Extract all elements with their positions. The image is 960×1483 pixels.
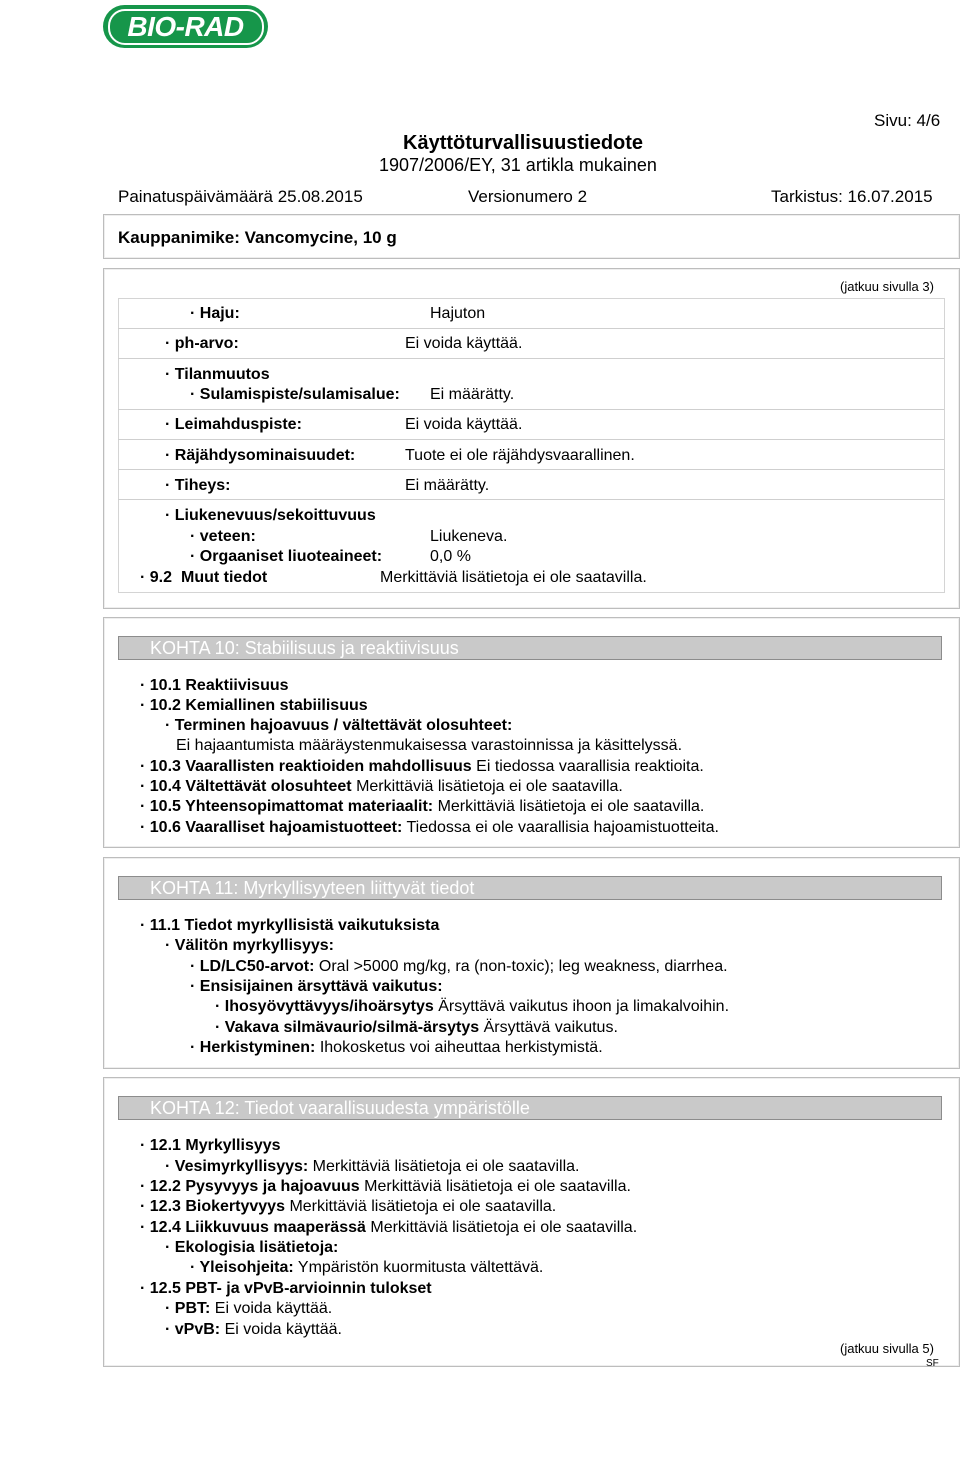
ph-label: · ph-arvo: [165, 335, 239, 352]
s11-skin-corrosion-label: · Ihosyövyttävyys/ihoärsytys [215, 998, 434, 1015]
s10-incompatible [140, 797, 704, 816]
s12-aquatic-label: · Vesimyrkyllisyys: [165, 1158, 309, 1175]
s12-persistence [140, 1177, 631, 1196]
water-solubility-value: Liukeneva. [430, 528, 508, 545]
divider [118, 469, 944, 470]
s10-thermal-label: · Terminen hajoavuus / vältettävät olosuhteet: [165, 717, 513, 734]
s11-sensitisation-label: · Herkistyminen: [190, 1039, 316, 1056]
s11-skin-corrosion-value: Ärsyttävä vaikutus ihoon ja limakalvoihin. [438, 998, 730, 1015]
flash-point-label: · Leimahduspiste: [165, 416, 302, 433]
divider [118, 358, 944, 359]
organic-solvents-value: 0,0 % [430, 548, 471, 565]
s12-general-notes-label: · Yleisohjeita: [190, 1259, 294, 1276]
print-date: Painatuspäivämäärä 25.08.2015 [118, 187, 363, 206]
s12-persistence-value: Merkittäviä lisätietoja ei ole saatavilla. [364, 1178, 631, 1195]
s10-decomposition-label: · 10.6 Vaaralliset hajoamistuotteet: [140, 819, 403, 836]
s12-bioaccumulation-label: · 12.3 Biokertyvyys [140, 1198, 285, 1215]
solubility-label: · Liukenevuus/sekoittuvuus [165, 507, 376, 524]
s12-general-notes [190, 1258, 543, 1277]
s12-bioaccumulation [140, 1197, 556, 1216]
s10-incompatible-label: · 10.5 Yhteensopimattomat materiaalit: [140, 798, 434, 815]
s11-sensitisation-value: Ihokosketus voi aiheuttaa herkistymistä. [319, 1039, 603, 1056]
other-info-number: · 9.2 [140, 569, 173, 586]
s12-vpvb-label: · vPvB: [165, 1321, 221, 1338]
s11-ld50-value: Oral >5000 mg/kg, ra (non-toxic); leg weakness, diarrhea. [318, 958, 728, 975]
continued-from-note: (jatkuu sivulla 3) [840, 279, 934, 294]
density-value: Ei määrätty. [405, 477, 490, 494]
s10-reactivity: · 10.1 Reaktiivisuus [140, 677, 289, 694]
bio-rad-logo [103, 5, 268, 48]
s10-hazardous-reactions-value: Ei tiedossa vaarallisia reaktioita. [476, 758, 704, 775]
ph-value: Ei voida käyttää. [405, 335, 523, 352]
s10-stability: · 10.2 Kemiallinen stabiilisuus [140, 697, 368, 714]
divider [118, 499, 944, 500]
revision-date: Tarkistus: 16.07.2015 [771, 187, 933, 206]
s12-pbt-value: Ei voida käyttää. [214, 1300, 333, 1317]
odour-value: Hajuton [430, 305, 486, 322]
other-info-value: Merkittäviä lisätietoja ei ole saatavilla. [380, 569, 647, 586]
s10-hazardous-reactions-label: · 10.3 Vaarallisten reaktioiden mahdollisuus [140, 758, 472, 775]
s11-acute-toxicity: · Välitön myrkyllisyys: [165, 937, 334, 954]
s11-sensitisation [190, 1038, 603, 1057]
s12-mobility [140, 1218, 637, 1237]
page-number: Sivu: 4/6 [874, 111, 941, 130]
s12-ecological-info: · Ekologisia lisätietoja: [165, 1239, 339, 1256]
s12-mobility-label: · 12.4 Liikkuvuus maaperässä [140, 1219, 366, 1236]
density-label: · Tiheys: [165, 477, 231, 494]
s10-decomposition-value: Tiedossa ei ole vaarallisia hajoamistuotteita. [406, 819, 719, 836]
s12-vpvb-value: Ei voida käyttää. [224, 1321, 342, 1338]
s10-thermal-value: Ei hajaantumista määräystenmukaisessa varastoinnissa ja käsittelyssä. [176, 737, 683, 754]
flash-point-value: Ei voida käyttää. [405, 416, 523, 433]
version-number: Versionumero 2 [468, 187, 588, 206]
s11-primary-irritant: · Ensisijainen ärsyttävä vaikutus: [190, 978, 443, 995]
s12-pbt-label: · PBT: [165, 1300, 211, 1317]
s10-incompatible-value: Merkittäviä lisätietoja ei ole saatavilla. [437, 798, 705, 815]
s11-eye-damage-value: Ärsyttävä vaikutus. [483, 1019, 618, 1036]
state-change-label: · Tilanmuutos [165, 366, 270, 383]
organic-solvents-label: · Orgaaniset liuoteaineet: [190, 548, 383, 565]
s12-bioaccumulation-value: Merkittäviä lisätietoja ei ole saatavilla. [289, 1198, 557, 1215]
water-solubility-label: · veteen: [190, 528, 256, 545]
s11-skin-corrosion [215, 997, 729, 1016]
melting-point-label: · Sulamispiste/sulamisalue: [190, 386, 400, 403]
s12-mobility-value: Merkittäviä lisätietoja ei ole saatavilla. [370, 1219, 638, 1236]
divider [118, 409, 944, 410]
s11-eye-damage-label: · Vakava silmävaurio/silmä-ärsytys [215, 1019, 480, 1036]
melting-point-value: Ei määrätty. [430, 386, 515, 403]
other-info-label: Muut tiedot [181, 569, 268, 586]
logo-text: BIO-RAD [108, 9, 264, 45]
s11-toxic-effects: · 11.1 Tiedot myrkyllisistä vaikutuksista [140, 917, 440, 934]
s12-vpvb [165, 1320, 342, 1339]
trade-name: Kauppanimike: Vancomycine, 10 g [118, 228, 397, 247]
s12-pbt-results: · 12.5 PBT- ja vPvB-arvioinnin tulokset [140, 1280, 432, 1297]
s12-pbt [165, 1299, 332, 1318]
s10-conditions-avoid-value: Merkittäviä lisätietoja ei ole saatavilla. [356, 778, 623, 795]
s12-persistence-label: · 12.2 Pysyvyys ja hajoavuus [140, 1178, 360, 1195]
explosive-value: Tuote ei ole räjähdysvaarallinen. [405, 447, 635, 464]
s12-aquatic-value: Merkittäviä lisätietoja ei ole saatavilla. [312, 1158, 580, 1175]
s10-decomposition [140, 818, 719, 837]
s11-ld50-label: · LD/LC50-arvot: [190, 958, 315, 975]
s12-aquatic [165, 1157, 579, 1176]
s12-general-notes-value: Ympäristön kuormitusta vältettävä. [297, 1259, 544, 1276]
language-code: SF [926, 1358, 939, 1369]
s12-toxicity: · 12.1 Myrkyllisyys [140, 1137, 281, 1154]
document-title: Käyttöturvallisuustiedote [403, 132, 644, 154]
explosive-label: · Räjähdysominaisuudet: [165, 447, 356, 464]
divider [118, 328, 944, 329]
s11-eye-damage [215, 1018, 618, 1037]
odour-label: · Haju: [190, 305, 240, 322]
s10-hazardous-reactions [140, 757, 704, 776]
s10-conditions-avoid [140, 777, 623, 796]
section-12-heading: KOHTA 12: Tiedot vaarallisuudesta ympäristölle [118, 1096, 942, 1120]
document-subtitle: 1907/2006/EY, 31 artikla mukainen [379, 155, 657, 175]
s11-ld50 [190, 957, 728, 976]
continued-to-note: (jatkuu sivulla 5) [840, 1341, 934, 1356]
section-10-heading: KOHTA 10: Stabiilisuus ja reaktiivisuus [118, 636, 942, 660]
s10-conditions-avoid-label: · 10.4 Vältettävät olosuhteet [140, 778, 352, 795]
section-11-heading: KOHTA 11: Myrkyllisyyteen liittyvät tiedot [118, 876, 942, 900]
divider [118, 439, 944, 440]
